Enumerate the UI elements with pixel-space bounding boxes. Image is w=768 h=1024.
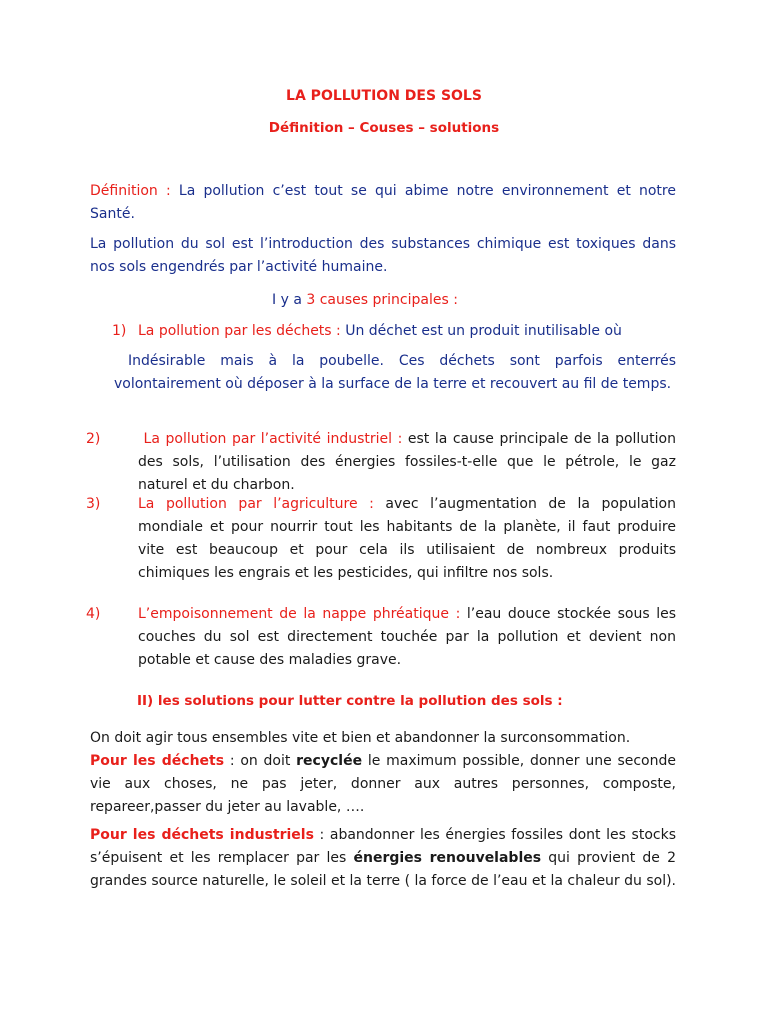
document-title: LA POLLUTION DES SOLS [286,88,482,104]
causes-heading [272,289,672,312]
cause-4-label: L’empoisonnement de la nappe phréatique : [138,606,461,622]
solutions-intro: On doit agir tous ensembles vite et bien et abandonner la surconsommation. [90,730,631,746]
cause-2-number: 2) [86,431,101,447]
cause-2-text: est la cause principale de la pollution des sols, l’utilisation des énergies fossiles-t-elle que le pétrole, le gaz naturel et du charbon. [138,431,676,493]
solution-industrial-text-2: qui provient de 2 grandes source naturelle, le soleil et la terre ( la force de l’eau et la chaleur du sol). [90,850,677,889]
definition-paragraph [90,180,676,226]
cause-2-paragraph [86,428,676,497]
solution-industrial-label: Pour les déchets industriels [90,827,314,843]
cause-1-number: 1) [112,323,127,339]
intro-paragraph: La pollution du sol est l’introduction des substances chimique est toxiques dans nos sols engendrés par l’activité humaine. [90,236,676,275]
causes-heading-prefix: I y a [272,292,307,308]
solution-waste-text-1: : on doit [224,753,297,769]
cause-4-text: l’eau douce stockée sous les couches du sol est directement touchée par la pollution et devient non potable et cause des maladies grave. [138,606,677,668]
solution-industrial-bold: énergies renouvelables [353,850,542,866]
causes-heading-rest: 3 causes principales : [306,292,458,308]
cause-1-continuation: Indésirable mais à la poubelle. Ces déchets sont parfois enterrés volontairement où déposer à la surface de la terre et recouvert au fil de temps. [114,353,676,392]
solution-waste-paragraph [90,750,676,819]
cause-1-label: La pollution par les déchets : [138,323,341,339]
definition-text: La pollution c’est tout se qui abime notre environnement et notre Santé. [90,183,676,222]
cause-3-label: La pollution par l’agriculture : [138,496,374,512]
cause-2-label: La pollution par l’activité industriel : [138,431,403,447]
solution-waste-text-2: le maximum possible, donner une seconde vie aux choses, ne pas jeter, donner aux autres personnes, composte, repareer,passer du jeter au lavable, …. [90,753,676,815]
definition-label: Définition : [90,183,171,199]
cause-1-first-line: Un déchet est un produit inutilisable où [340,323,622,339]
cause-3-paragraph [86,493,676,585]
solution-waste-bold: recyclée [296,753,363,769]
cause-3-number: 3) [86,496,101,512]
solution-waste-label: Pour les déchets [90,753,225,769]
document-subtitle: Définition – Couses – solutions [268,120,500,136]
solutions-heading: II) les solutions pour lutter contre la pollution des sols : [137,693,563,709]
cause-4-paragraph [86,603,677,672]
cause-1-line [112,320,676,343]
solution-industrial-paragraph [90,824,676,893]
cause-4-number: 4) [86,606,101,622]
solution-industrial-text-1: : abandonner les énergies fossiles dont les stocks s’épuisent et les remplacer par les [90,827,676,866]
cause-3-text: avec l’augmentation de la population mondiale et pour nourrir tout les habitants de la planète, il faut produire vite est beaucoup et pour cela ils utilisaient de nombreux produits chimiques les engrais et les pesticides, qui infiltre nos sols. [138,496,676,581]
